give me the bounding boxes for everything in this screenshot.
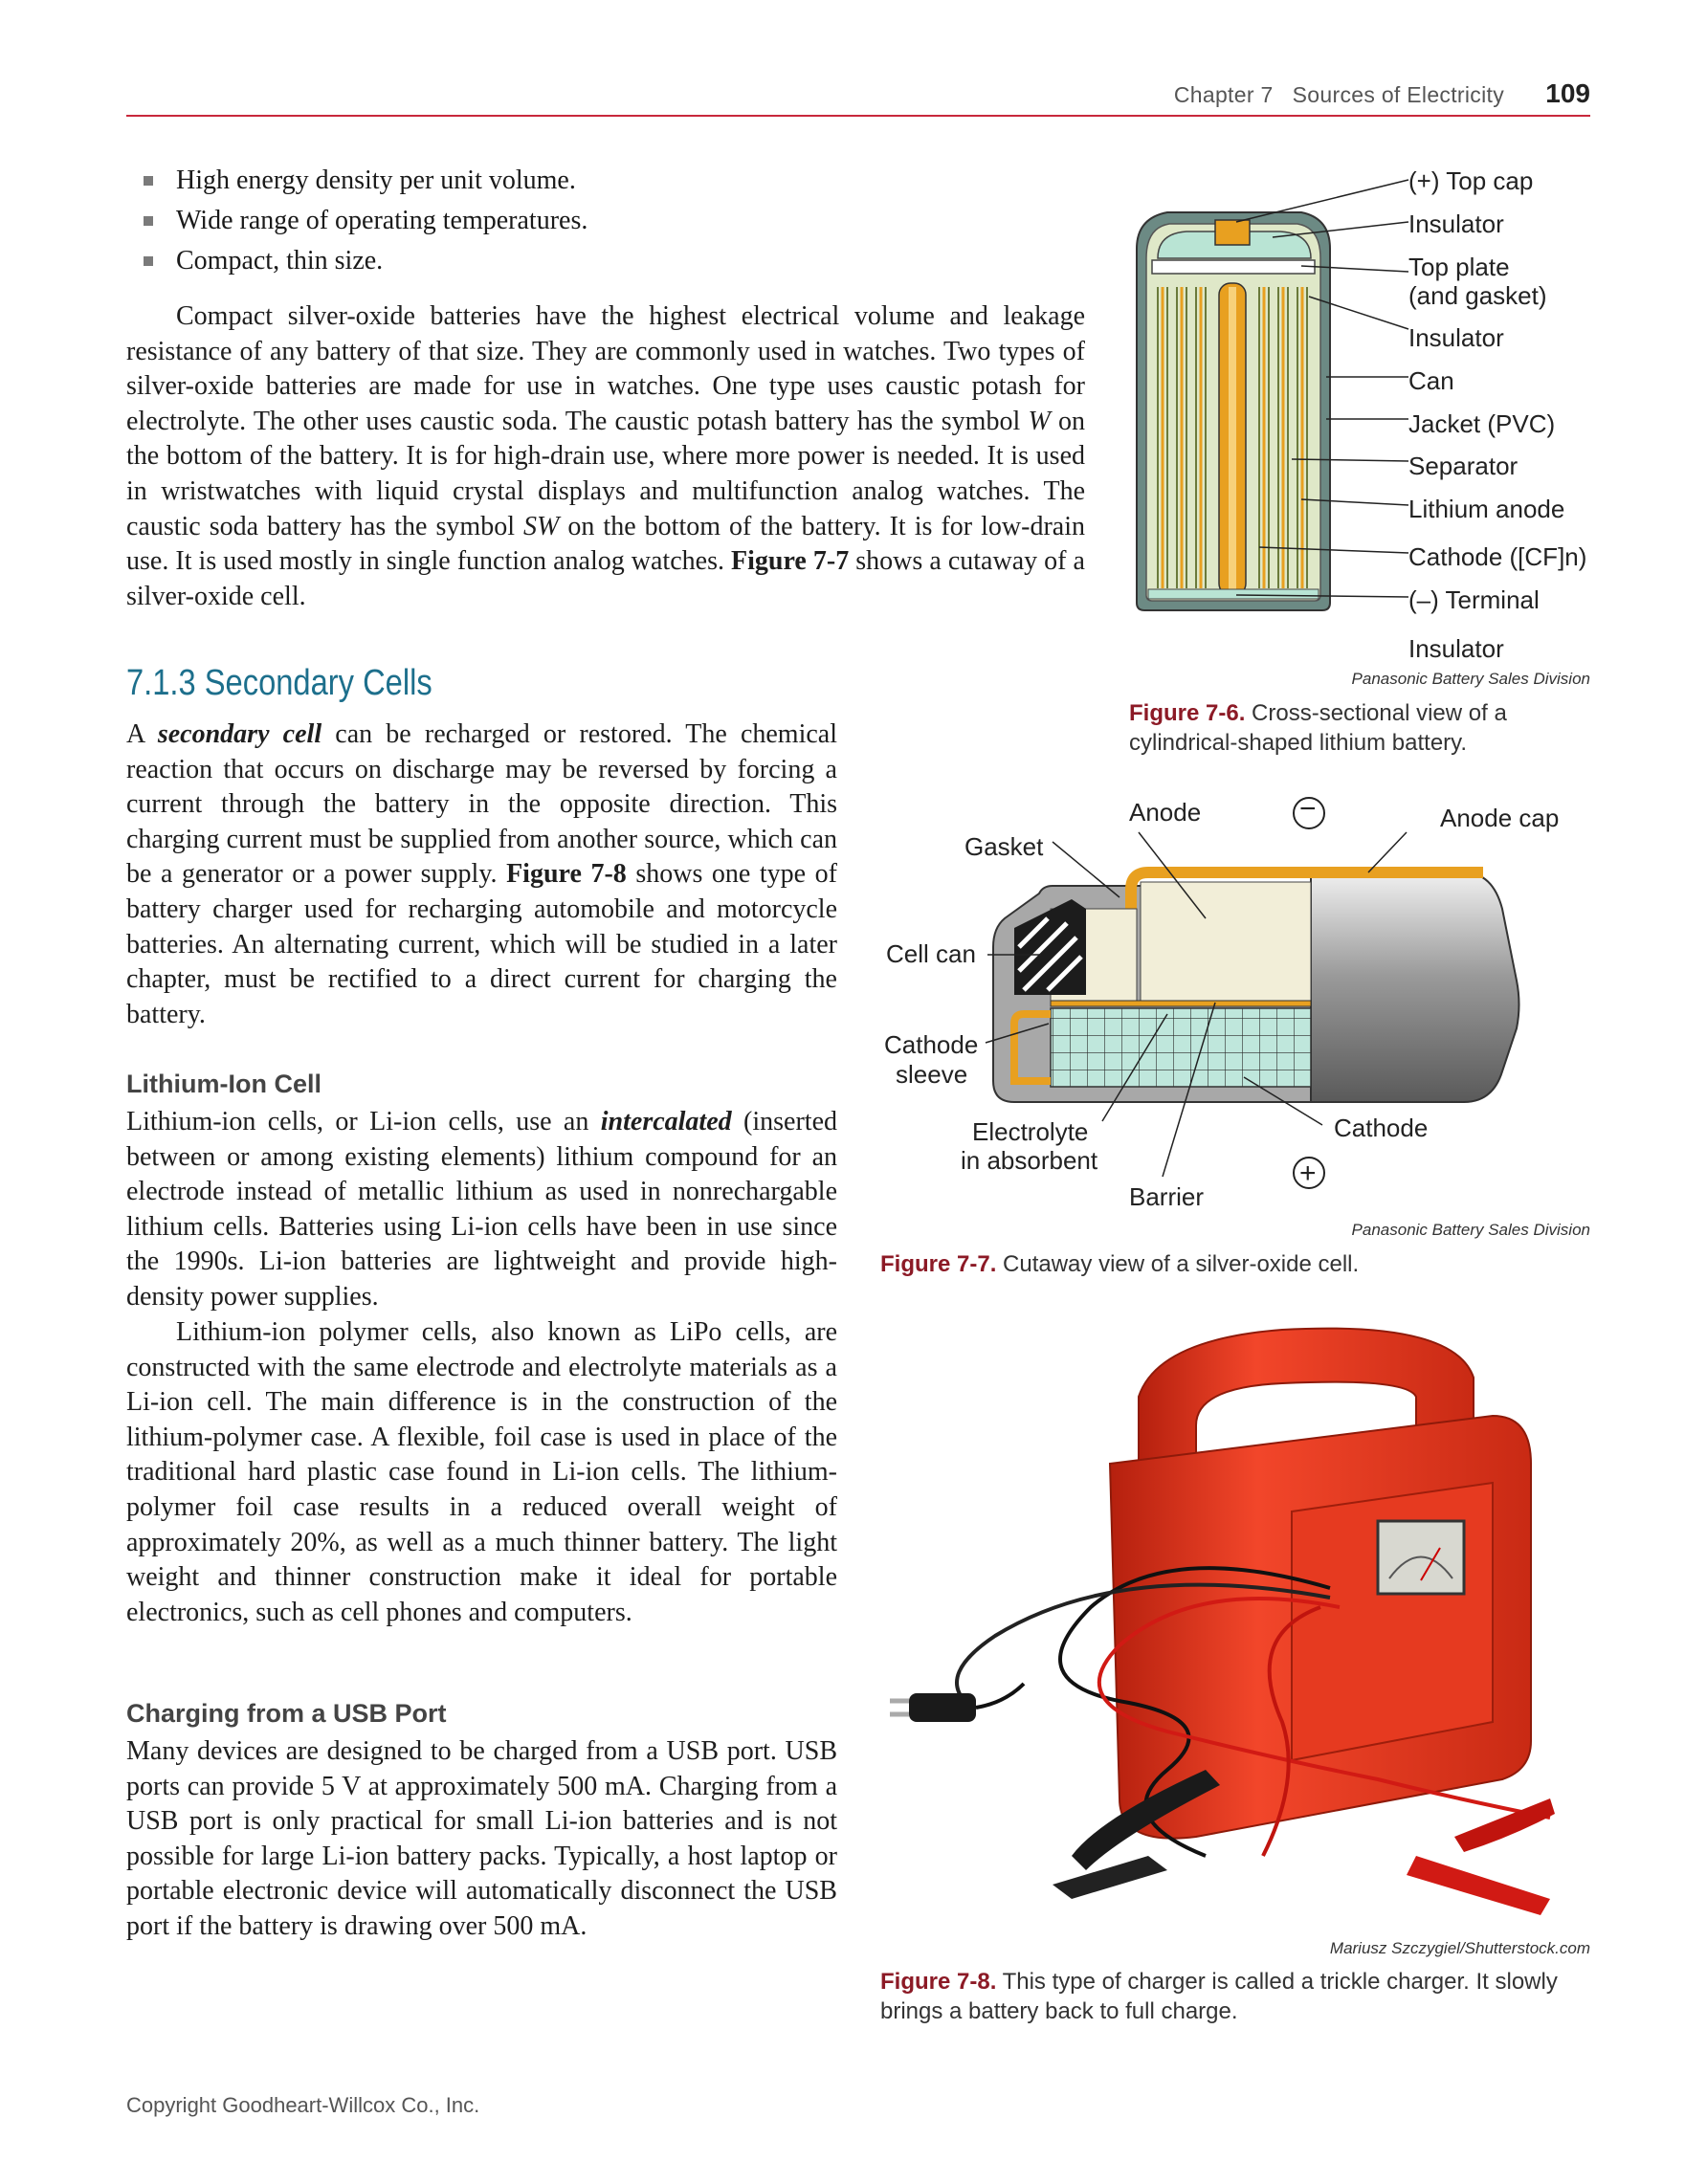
bullet-square-icon — [144, 176, 153, 186]
feature-bullet-list — [126, 161, 987, 281]
label-electrolyte-1: Electrolyte — [972, 1117, 1089, 1146]
label-top-plate-gasket: (and gasket) — [1408, 281, 1547, 310]
label-top-cap: (+) Top cap — [1408, 166, 1534, 195]
figure-7-6-credit: Panasonic Battery Sales Division — [1351, 670, 1590, 688]
label-anode: Anode — [1129, 798, 1202, 827]
li-ion-paragraph-2: Lithium-ion polymer cells, also known as LiPo cells, are constructed with the same electrode and electrolyte materials as a Li-ion cell. The main difference is in the construction of the lithium-polymer case. A flexible, foil case is used in place of the traditional hard plastic case found in Li-ion cells. The lithium-polymer foil case results in a reduced overall weight of approximately 20%, as well as a much thinner battery. The light weight and thinner construction make it ideal for portable electronics, such as cell phones and computers. — [126, 1317, 837, 1627]
bullet-square-icon — [144, 256, 153, 266]
term-intercalated: intercalated — [600, 1107, 732, 1136]
copyright-footer: Copyright Goodheart-Willcox Co., Inc. — [126, 2093, 480, 2117]
section-heading: 7.1.3 Secondary Cells — [126, 663, 432, 703]
label-barrier: Barrier — [1129, 1182, 1205, 1211]
figure-7-7-labels — [880, 794, 1588, 1215]
label-top-plate: Top plate — [1408, 253, 1510, 281]
label-gasket: Gasket — [964, 832, 1044, 861]
figure-7-8-credit: Mariusz Szczygiel/Shutterstock.com — [1329, 1939, 1590, 1957]
label-insulator: Insulator — [1408, 323, 1504, 352]
figure-7-8-photo — [880, 1320, 1590, 1923]
label-cathode-sleeve-1: Cathode — [884, 1030, 979, 1059]
figure-7-7-credit: Panasonic Battery Sales Division — [1351, 1221, 1590, 1239]
term-secondary-cell: secondary cell — [157, 719, 322, 749]
list-item: High energy density per unit volume. — [126, 161, 987, 201]
figure-7-6-illustration — [1129, 153, 1416, 622]
figure-7-8-caption: Figure 7-8. This type of charger is called a trickle charger. It slowly brings a battery back to full charge. — [880, 1969, 1558, 2024]
figure-7-6-labels — [1408, 166, 1600, 664]
label-negative-terminal: (–) Terminal — [1408, 585, 1540, 614]
subheading-usb: Charging from a USB Port — [126, 1699, 447, 1728]
figure-reference: Figure 7-8 — [506, 859, 627, 890]
cylindrical-battery-cutaway — [1129, 153, 1416, 622]
page-number: 109 — [1545, 78, 1590, 108]
label-anode-cap: Anode cap — [1440, 804, 1560, 832]
header-chapter-title: Chapter 7 Sources of Electricity — [1173, 82, 1504, 107]
figure-7-6-caption: Figure 7-6. Cross-sectional view of a cylindrical-shaped lithium battery. — [1129, 700, 1507, 756]
trickle-charger-image — [880, 1320, 1590, 1923]
label-can: Can — [1408, 366, 1454, 395]
label-lithium-anode: Lithium anode — [1408, 495, 1565, 523]
list-item: Wide range of operating temperatures. — [126, 201, 987, 241]
list-item: Compact, thin size. — [126, 241, 987, 281]
label-jacket: Jacket (PVC) — [1408, 409, 1556, 438]
li-ion-paragraph-1: Lithium-ion cells, or Li-ion cells, use an intercalated (inserted between or among existing elements) lithium compound for an electrode instead of metallic lithium as used in nonrechargable lithium cells. Batteries using Li-ion cells have been in use since the 1990s. Li-ion batteries are lightweight and provide high-density power supplies. — [126, 1107, 837, 1312]
minus-sign: − — [1299, 793, 1317, 825]
label-insulator-top: Insulator — [1408, 210, 1504, 238]
label-insulator-bottom: Insulator — [1408, 634, 1504, 663]
label-separator: Separator — [1408, 452, 1519, 480]
figure-reference: Figure 7-7 — [731, 546, 850, 577]
usb-paragraph: Many devices are designed to be charged from a USB port. USB ports can provide 5 V at approximately 500 mA. Charging from a USB port is only practical for small Li-ion batteries and is not possible for large Li-ion battery packs. Typically, a host laptop or portable electronic device will automatically disconnect the USB port if the battery is drawing over 500 mA. — [126, 1736, 837, 1941]
silver-oxide-paragraph: Compact silver-oxide batteries have the highest electrical volume and leakage resistance of any battery of that size. They are commonly used in watches. Two types of silver-oxide batteries are made for use in watches. One type uses caustic potash for electrolyte. The other uses caustic soda. The caustic potash battery has the symbol W on the bottom of the battery. It is for high-drain use, where more power is needed. It is used in wristwatches with liquid crystal displays and multifunction analog watches. The caustic soda battery has the symbol SW on the bottom of the battery. It is for low-drain use. It is used mostly in single function analog watches. Figure 7-7 shows a cutaway of a silver-oxide cell. — [126, 301, 1086, 611]
label-cathode-sleeve-2: sleeve — [896, 1060, 968, 1089]
bullet-square-icon — [144, 216, 153, 226]
label-cathode: Cathode — [1334, 1114, 1429, 1142]
running-header — [126, 77, 1590, 115]
plus-sign: + — [1299, 1158, 1317, 1189]
secondary-cell-paragraph: A secondary cell can be recharged or restored. The chemical reaction that occurs on discharge may be reversed by forcing a current through the battery in the opposite direction. This charging current must be supplied from another source, which can be a generator or a power supply. Figure 7-8 shows one type of battery charger used for recharging automobile and motorcycle batteries. An alternating current, which will be studied in a later chapter, must be rectified to a direct current for charging the battery. — [126, 719, 837, 1029]
subheading-li-ion: Lithium-Ion Cell — [126, 1070, 321, 1098]
label-electrolyte-2: in absorbent — [961, 1146, 1098, 1175]
label-cathode-cf: Cathode ([CF]n) — [1408, 542, 1587, 571]
label-cell-can: Cell can — [886, 939, 976, 968]
figure-7-7-caption: Figure 7-7. Cutaway view of a silver-oxide cell. — [880, 1251, 1360, 1277]
header-rule — [126, 115, 1590, 117]
